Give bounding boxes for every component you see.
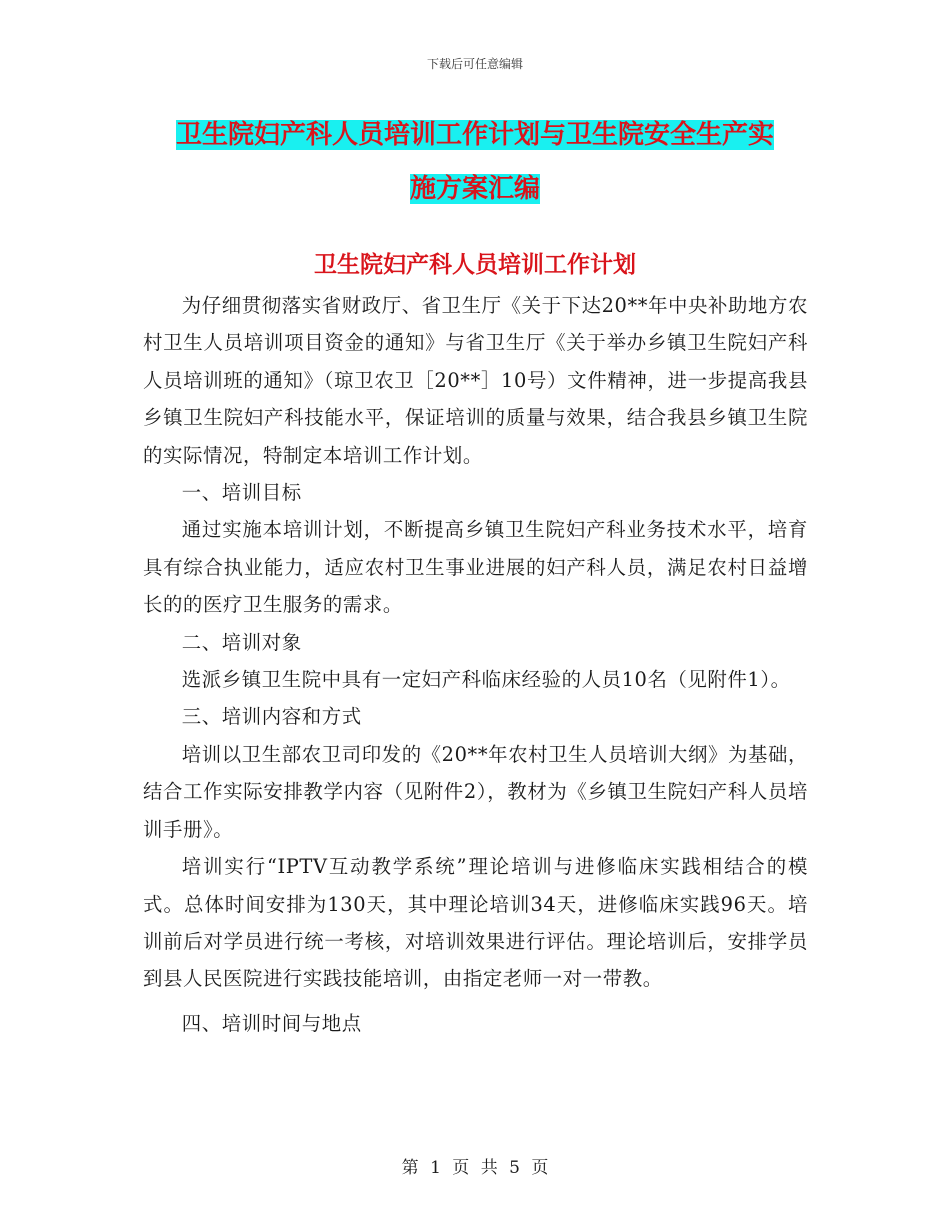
document-title-line-1: 卫生院妇产科人员培训工作计划与卫生院安全生产实	[175, 120, 774, 150]
section-title: 卫生院妇产科人员培训工作计划	[314, 252, 636, 278]
document-title-line-2: 施方案汇编	[409, 174, 540, 204]
document-body	[143, 287, 808, 1042]
paragraph-intro: 为仔细贯彻落实省财政厅、省卫生厅《关于下达20**年中央补助地方农村卫生人员培训项目资金的通知》与省卫生厅《关于举办乡镇卫生院妇产科人员培训班的通知》（琼卫农卫［20**］10号）文件精神，进一步提高我县乡镇卫生院妇产科技能水平，保证培训的质量与效果，结合我县乡镇卫生院的实际情况，特制定本培训工作计划。	[143, 294, 808, 467]
heading-training-time-place: 四、培训时间与地点	[181, 1011, 362, 1035]
heading-training-goal: 一、培训目标	[181, 481, 302, 505]
page-header: 下载后可任意编辑	[426, 57, 523, 71]
paragraph-training-method: 培训实行“IPTV互动教学系统”理论培训与进修临床实践相结合的模式。总体时间安排为130天，其中理论培训34天，进修临床实践96天。培训前后对学员进行统一考核，对培训效果进行评估。理论培训后，安排学员到县人民医院进行实践技能培训，由指定老师一对一带教。	[143, 855, 808, 991]
page-number-footer: 第 1 页 共 5 页	[401, 1158, 549, 1178]
paragraph-training-content: 培训以卫生部农卫司印发的《20**年农村卫生人员培训大纲》为基础，结合工作实际安排教学内容（见附件2），教材为《乡镇卫生院妇产科人员培训手册》。	[143, 742, 808, 841]
document-title	[140, 108, 810, 216]
paragraph-training-goal: 通过实施本培训计划，不断提高乡镇卫生院妇产科业务技术水平，培育具有综合执业能力，适应农村卫生事业进展的妇产科人员，满足农村日益增长的的医疗卫生服务的需求。	[143, 518, 808, 617]
heading-training-content: 三、培训内容和方式	[181, 705, 362, 729]
paragraph-training-target: 选派乡镇卫生院中具有一定妇产科临床经验的人员10名（见附件1）。	[181, 668, 791, 692]
heading-training-target: 二、培训对象	[181, 630, 302, 654]
